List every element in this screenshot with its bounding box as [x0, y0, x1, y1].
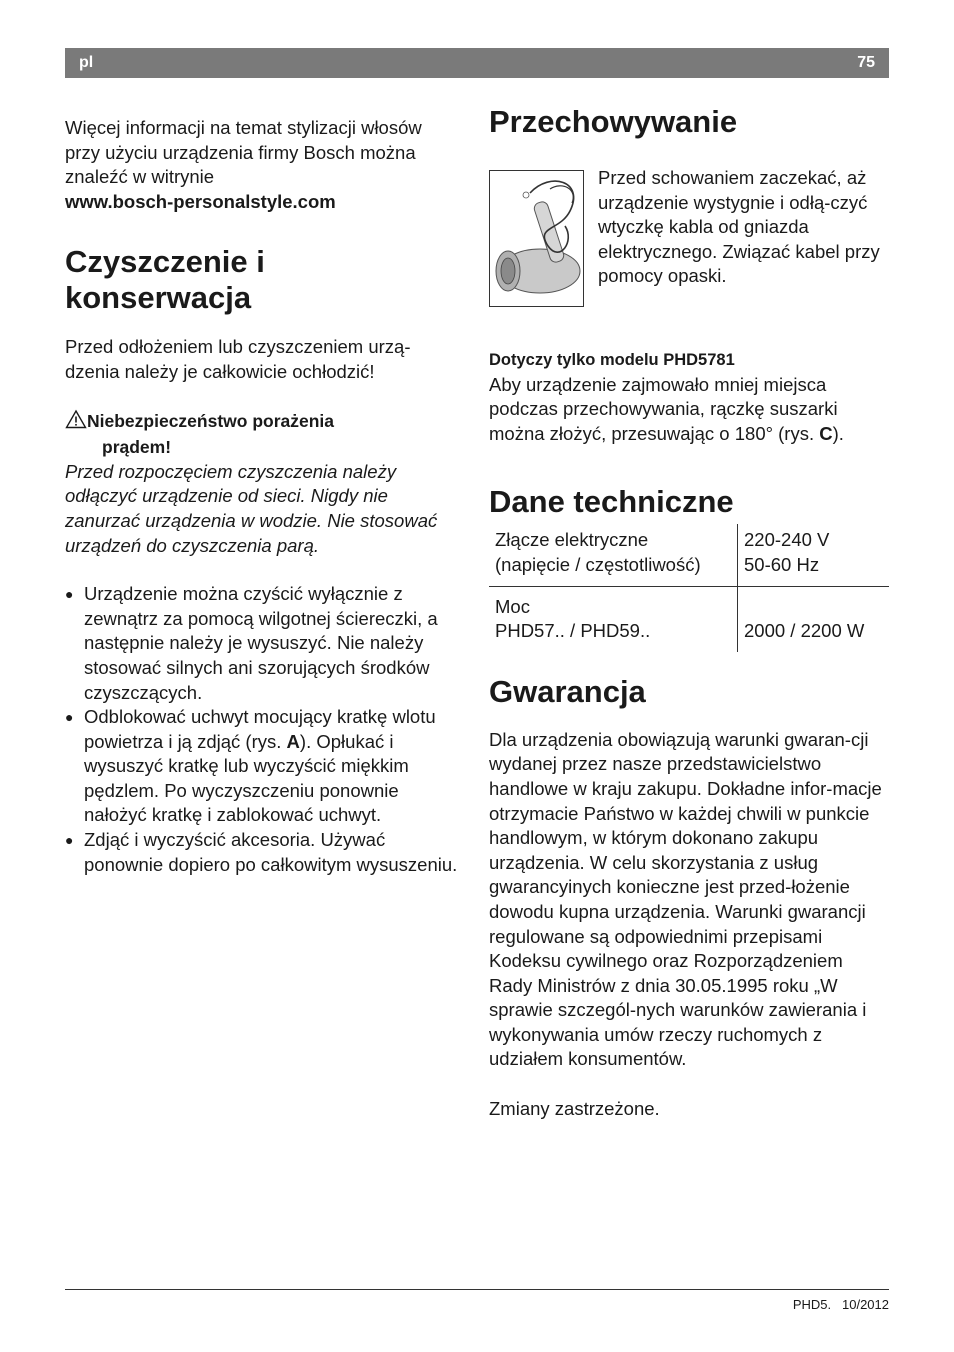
- cleaning-heading-line1: Czyszczenie i: [65, 244, 265, 280]
- warning-title-line2: prądem!: [102, 437, 172, 458]
- list-item: [65, 705, 465, 828]
- spec-label: Moc: [495, 595, 530, 617]
- spec-value-cell: [738, 524, 890, 586]
- spec-label: Złącze elektryczne: [495, 529, 649, 551]
- footer-model-code: PHD5.: [792, 1297, 832, 1312]
- right-column: [489, 104, 889, 1121]
- storage-heading: Przechowywanie: [489, 104, 738, 139]
- model-text: [489, 373, 889, 447]
- figure-ref-c: C: [819, 422, 833, 444]
- bullet-icon: ●: [65, 709, 74, 726]
- cleaning-steps-list: [65, 582, 465, 877]
- warning-title: [65, 409, 465, 460]
- page-header-bar: [65, 48, 889, 78]
- spec-label-cell: [489, 524, 738, 586]
- storage-text: Przed schowaniem zaczekać, aż urządzenie wystygnie i odłą-czyć wtyczkę kabla od gniazda elektrycznego. Związać kabel przy pomocy opaski.: [598, 167, 880, 287]
- warning-text: Przed rozpoczęciem czyszczenia należy odłączyć urządzenie od sieci. Nigdy nie zanurzać urządzenia w wodzie. Nie stosować urządzeń do czyszczenia parą.: [65, 460, 438, 556]
- storage-text-block: [598, 166, 889, 289]
- list-item-text-b: ). Opłukać i wysuszyć kratkę lub wyczyścić miękkim pędzlem. Po wyczyszczeniu ponownie nałożyć kratkę i zablokować uchwyt.: [84, 730, 409, 826]
- spec-label: PHD57.. / PHD59..: [495, 620, 651, 642]
- warranty-text: Dla urządzenia obowiązują warunki gwaran-cji wydanej przez nasze przedstawicielstwo handlowe w kraju zakupu. Dokładne infor-macje otrzymacie Państwo w każdej chwili w punkcie handlowym, w którym dokonano zakupu urządzenia. W celu skorzystania z usług gwarancyinych konieczne jest przed-łożenie dowodu kupna urządzenia. Warunki gwarancji regulowane są odpowiednimi przepisami Kodeksu cywilnego oraz Rozporządzeniem Rady Ministrów z dnia 30.05.1995 roku „W sprawie szczegól-nych warunków zawierania i wykonywania umów rzeczy ruchomych z udziałem konsumentów.: [489, 728, 882, 1070]
- page-number: 75: [857, 54, 875, 71]
- model-text-b: ).: [832, 422, 844, 444]
- warning-title-line1: Niebezpieczeństwo porażenia: [87, 410, 335, 431]
- cleaning-intro: Przed odłożeniem lub czyszczeniem urzą-dzenia należy je całkowicie ochłodzić!: [65, 336, 411, 382]
- cleaning-heading: [65, 244, 465, 316]
- spec-value: 220-240 V: [744, 529, 830, 551]
- footer-divider: [65, 1289, 889, 1290]
- table-row: [489, 586, 889, 652]
- footer: [793, 1297, 889, 1312]
- storage-section: [489, 140, 889, 348]
- spec-value: 2000 / 2200 W: [744, 620, 865, 642]
- changes-reserved: Zmiany zastrzeżone.: [489, 1097, 660, 1119]
- left-column: [65, 116, 465, 877]
- warning-block: [65, 409, 465, 559]
- spec-label-cell: [489, 586, 738, 652]
- warning-triangle-icon: [65, 409, 87, 436]
- list-item-text-a: Odblokować uchwyt mocujący kratkę wlotu powietrza i ją zdjąć (rys.: [84, 706, 436, 752]
- table-row: [489, 524, 889, 586]
- spec-value: 50-60 Hz: [744, 553, 820, 575]
- model-subheading: Dotyczy tylko modelu PHD5781: [489, 351, 735, 369]
- language-code: pl: [79, 54, 94, 71]
- list-item: [65, 828, 465, 877]
- list-item-text: Zdjąć i wyczyścić akcesoria. Używać ponownie dopiero po całkowitym wysuszeniu.: [84, 829, 458, 875]
- intro-text: Więcej informacji na temat stylizacji włosów przy użyciu urządzenia firmy Bosch można znaleźć w witrynie: [65, 117, 422, 188]
- warranty-heading: Gwarancja: [489, 673, 646, 709]
- bullet-icon: ●: [65, 832, 74, 849]
- list-item-text: Urządzenie można czyścić wyłącznie z zewnątrz za pomocą wilgotnej ściereczki, a następnie należy je wysuszyć. Nie należy stosować silnych ani szorujących środków czyszczących.: [84, 583, 438, 703]
- cleaning-heading-line2: konserwacja: [65, 280, 252, 316]
- tech-data-heading: Dane techniczne: [489, 484, 734, 520]
- spec-value-cell: [738, 586, 890, 652]
- website-url[interactable]: www.bosch-personalstyle.com: [65, 190, 336, 212]
- model-text-a: Aby urządzenie zajmowało mniej miejsca podczas przechowywania, rączkę suszarki można złożyć, przesuwając o 180° (rys.: [489, 373, 838, 444]
- bullet-icon: ●: [65, 586, 74, 603]
- hair-dryer-figure: [489, 170, 584, 307]
- list-item: [65, 582, 465, 705]
- spec-label: (napięcie / częstotliwość): [495, 553, 701, 575]
- figure-ref-a: A: [286, 730, 300, 752]
- tech-data-table: [489, 524, 889, 651]
- footer-date: 10/2012: [842, 1297, 889, 1312]
